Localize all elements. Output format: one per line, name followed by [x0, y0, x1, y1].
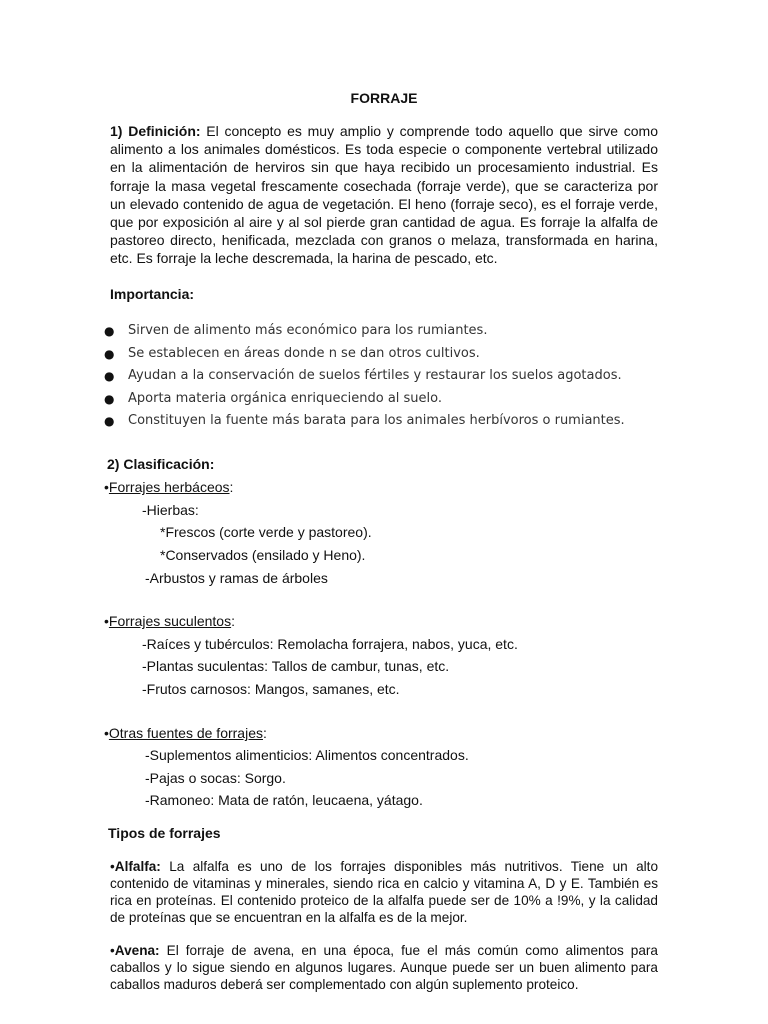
document-title: FORRAJE	[350, 90, 418, 106]
list-item: -Raíces y tubérculos: Remolacha forrajera, nabos, yuca, etc.	[142, 636, 518, 652]
oats-label: Avena:	[114, 943, 160, 958]
list-item: ● Aporta materia orgánica enriqueciendo al suelo.	[104, 388, 664, 411]
definition-paragraph	[110, 122, 658, 268]
list-item: ● Ayudan a la conservación de suelos fértiles y restaurar los suelos agotados.	[104, 365, 664, 388]
list-item: ● Se establecen en áreas donde n se dan otros cultivos.	[104, 343, 664, 366]
list-item: -Suplementos alimenticios: Alimentos concentrados.	[145, 747, 469, 763]
oats-paragraph: •Avena: El forraje de avena, en una época, fue el más común como alimentos para caballos y lo sigue siendo en algunos lugares. Aunque puede ser un buen alimento para caballos maduros deberá ser complementado con algún suplemento proteico.	[110, 943, 658, 992]
alfalfa-paragraph: •Alfalfa: La alfalfa es uno de los forrajes disponibles más nutritivos. Tiene un alto contenido de vitaminas y minerales, siendo rica en calcio y vitamina A, D y E. También es rica en proteínas. El contenido proteico de la alfalfa puede ser de 10% a !9%, y la calidad de proteínas que se encuentran en la alfalfa es de la mejor.	[110, 859, 658, 925]
definition-label: 1) Definición:	[110, 123, 201, 139]
definition-text: El concepto es muy amplio y comprende todo aquello que sirve como alimento a los animales domésticos. Es toda especie o componente vertebral utilizado en la alimentación de herviros sin que haya recibido un procesamiento industrial. Es forraje la masa vegetal frescamente cosechada (forraje verde), que se caracteriza por un elevado contenido de agua de vegetación. El heno (forraje seco), es el forraje verde, que por exposición al aire y al sol pierde gran cantidad de agua. Es forraje la alfalfa de pastoreo directo, henificada, mezclada con granos o melaza, transformada en harina, etc. Es forraje la leche descremada, la harina de pescado, etc.	[110, 123, 659, 267]
forage-types-heading: Tipos de forrajes	[108, 825, 221, 841]
list-item: -Plantas suculentas: Tallos de cambur, tunas, etc.	[142, 658, 450, 674]
list-item: -Ramoneo: Mata de ratón, leucaena, yátago.	[145, 792, 423, 808]
succulent-forage-label: •Forrajes suculentos:	[104, 613, 235, 629]
importance-heading: Importancia:	[110, 286, 195, 302]
list-item: -Frutos carnosos: Mangos, samanes, etc.	[142, 681, 400, 697]
herbaceous-forage-label: •Forrajes herbáceos:	[104, 479, 234, 495]
alfalfa-label: Alfalfa:	[114, 859, 161, 874]
shrubs-item: -Arbustos y ramas de árboles	[145, 570, 328, 586]
bullet-icon: ●	[104, 324, 115, 338]
list-item: -Pajas o socas: Sorgo.	[145, 770, 286, 786]
list-item: ● Constituyen la fuente más barata para los animales herbívoros o rumiantes.	[104, 410, 664, 433]
herbs-item: -Hierbas:	[142, 502, 199, 518]
bullet-icon: ●	[104, 346, 115, 361]
classification-heading: 2) Clasificación:	[107, 456, 215, 472]
preserved-item: *Conservados (ensilado y Heno).	[160, 547, 366, 563]
bullet-icon: ●	[104, 369, 115, 383]
fresh-item: *Frescos (corte verde y pastoreo).	[160, 524, 372, 540]
bullet-icon: ●	[104, 414, 115, 428]
list-item: ● Sirven de alimento más económico para los rumiantes.	[104, 320, 664, 343]
other-forage-sources-label: •Otras fuentes de forrajes:	[104, 725, 267, 741]
importance-list	[104, 320, 664, 433]
bullet-icon: ●	[104, 391, 115, 406]
